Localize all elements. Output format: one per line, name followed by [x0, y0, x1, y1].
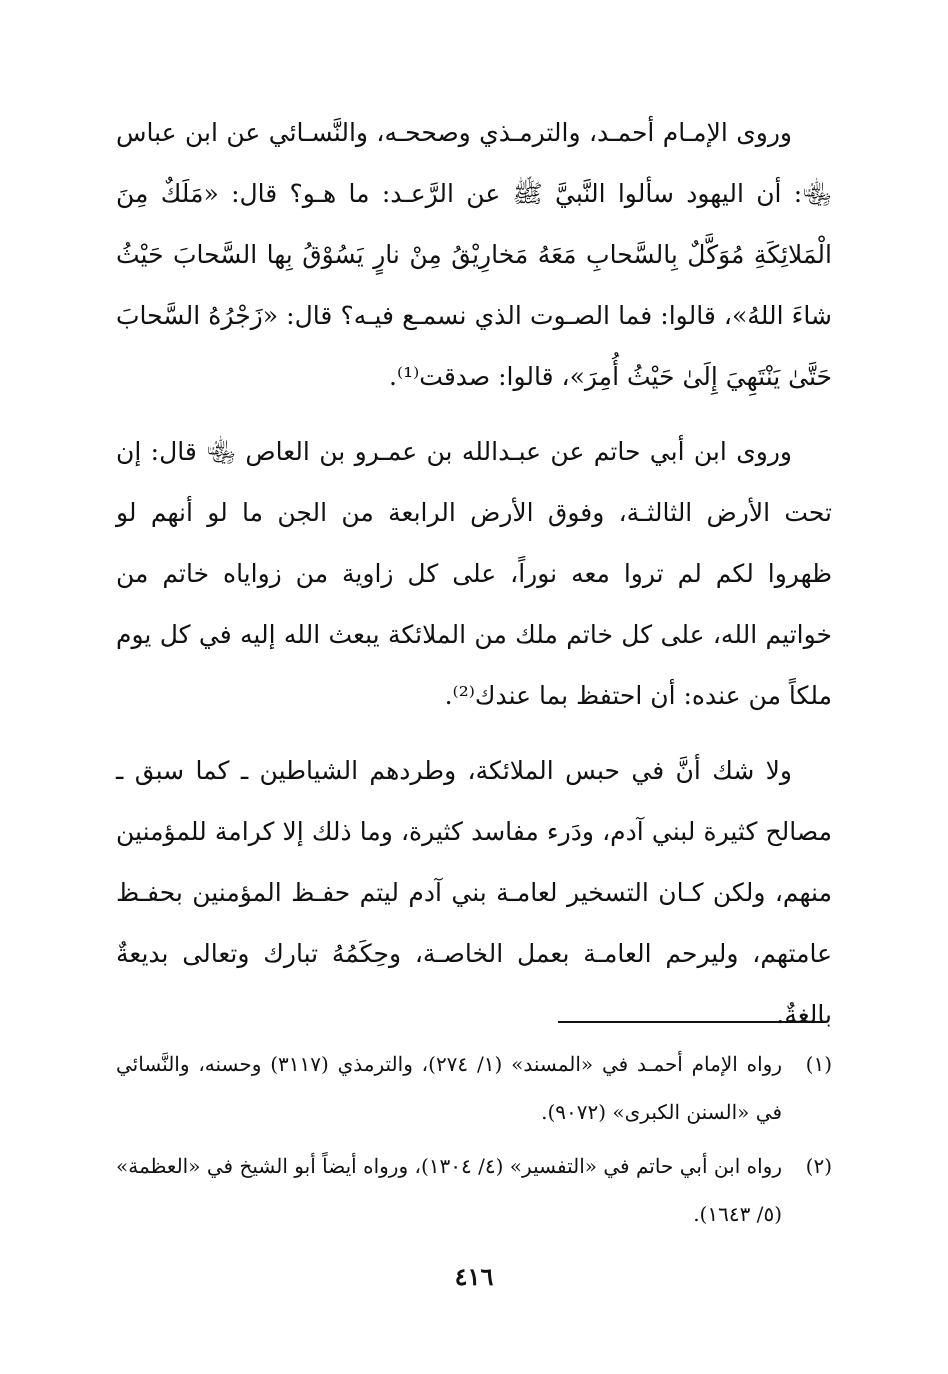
footnote-text: رواه الإمام أحمـد في «المسند» (١/ ٢٧٤)، والترمذي (٣١١٧) وحسنه، والنَّسائي في «السنن الكبرى» (٩٠٧٢).	[116, 1052, 782, 1124]
paragraph-2: وروى ابن أبي حاتم عن عبـدالله بن عمـرو بن العاص ﵄ قال: إن تحت الأرض الثالثـة، وفوق الأرض الرابعة من الجن ما لو أنهم لو ظهروا لكم لم تروا معه نوراً، على كل زاوية من زواياه خاتم من خواتيم الله، على كل خاتم ملك من الملائكة يبعث الله إليه في كل يوم ملكاً من عنده: أن احتفظ بما عندك⁽²⁾.	[116, 437, 832, 710]
footnote-divider	[558, 1021, 826, 1023]
paragraph-1: وروى الإمـام أحمـد، والترمـذي وصححـه، والنَّسـائي عن ابن عباس ﵄: أن اليهود سألوا النَّبيَّ ﷺ عن الرَّعـد: ما هـو؟ قال: «مَلَكٌ مِنَ الْمَلائِكَةِ مُوَكَّلٌ بِالسَّحابِ مَعَهُ مَخارِيْقُ مِنْ نارٍ يَسُوْقُ بِها السَّحابَ حَيْثُ شاءَ اللهُ»، قالوا: فما الصـوت الذي نسمـع فيـه؟ قال: «زَجْرُهُ السَّحابَ حَتَّىٰ يَنْتَهِيَ إِلَىٰ حَيْثُ أُمِرَ»، قالوا: صدقت⁽¹⁾.	[116, 118, 832, 391]
footnote-number: (٢)	[805, 1154, 832, 1178]
footnote-number: (١)	[805, 1052, 832, 1076]
paragraph-3: ولا شك أنَّ في حبس الملائكة، وطردهم الشياطين ـ كما سبق ـ مصالح كثيرة لبني آدم، ودَرء مفاسد كثيرة، وما ذلك إلا كرامة للمؤمنين منهم، ولكن كـان التسخير لعامـة بني آدم ليتم حفـظ المؤمنين بحفـظ عامتهم، وليرحم العامـة بعمل الخاصـة، وحِكَمُهُ تبارك وتعالى بديعةٌ بالغةٌ.	[116, 756, 832, 1029]
footnote-2	[116, 1142, 832, 1238]
footnote-text: رواه ابن أبي حاتم في «التفسير» (٤/ ١٣٠٤)، ورواه أيضاً أبو الشيخ في «العظمة» (٥/ ١٦٤٣).	[116, 1154, 782, 1226]
main-text	[116, 102, 832, 1059]
footnote-1	[116, 1040, 832, 1136]
page-number: ٤١٦	[454, 1262, 494, 1291]
footnotes	[116, 1040, 832, 1244]
